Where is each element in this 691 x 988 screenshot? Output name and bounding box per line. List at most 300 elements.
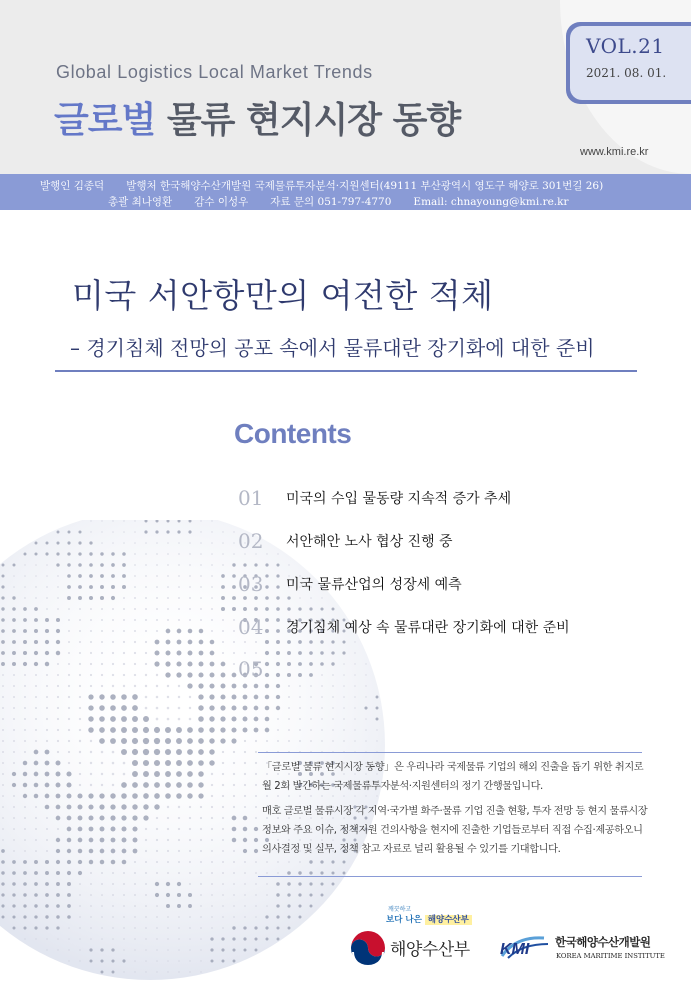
globe-sea-dot [167, 575, 169, 577]
globe-sea-dot [145, 916, 147, 918]
globe-land-dot [154, 738, 160, 744]
kmi-abbr: KMI [500, 941, 530, 958]
globe-land-dot [100, 860, 105, 865]
globe-land-dot [12, 904, 15, 907]
globe-sea-dot [156, 597, 158, 599]
globe-sea-dot [266, 861, 268, 863]
globe-sea-dot [145, 652, 147, 654]
globe-sea-dot [123, 872, 125, 874]
globe-sea-dot [90, 938, 92, 940]
globe-land-dot [198, 760, 204, 766]
korean-title [54, 92, 460, 143]
globe-sea-dot [167, 861, 169, 863]
globe-land-dot [1, 629, 5, 633]
globe-land-dot [45, 662, 49, 666]
globe-sea-dot [255, 784, 257, 786]
globe-land-dot [23, 607, 27, 611]
globe-sea-dot [354, 707, 356, 709]
globe-land-dot [111, 574, 115, 578]
globe-sea-dot [90, 630, 92, 632]
globe-land-dot [154, 793, 160, 799]
globe-sea-dot [222, 883, 224, 885]
globe-land-dot [34, 871, 38, 875]
globe-sea-dot [35, 938, 36, 939]
globe-sea-dot [79, 685, 81, 687]
globe-land-dot [122, 849, 127, 854]
globe-land-dot [78, 552, 81, 555]
globe-sea-dot [365, 674, 366, 675]
globe-land-dot [254, 695, 259, 700]
globe-sea-dot [167, 597, 169, 599]
globe-sea-dot [189, 960, 190, 961]
globe-land-dot [100, 827, 105, 832]
globe-sea-dot [233, 542, 234, 543]
globe-sea-dot [222, 905, 224, 907]
website-link[interactable]: www.kmi.re.kr [580, 146, 649, 158]
globe-sea-dot [134, 575, 136, 577]
globe-sea-dot [244, 861, 246, 863]
globe-sea-dot [310, 729, 312, 731]
globe-sea-dot [145, 949, 147, 951]
globe-sea-dot [200, 520, 201, 521]
globe-sea-dot [167, 685, 169, 687]
toc-item-3[interactable] [238, 572, 462, 596]
globe-land-dot [133, 849, 138, 854]
globe-sea-dot [24, 817, 26, 819]
globe-sea-dot [354, 729, 356, 731]
globe-sea-dot [24, 806, 26, 808]
globe-land-dot [23, 772, 27, 776]
globe-sea-dot [178, 542, 180, 544]
globe-land-dot [187, 672, 192, 677]
globe-sea-dot [35, 597, 37, 599]
globe-land-dot [56, 805, 61, 810]
globe-land-dot [310, 905, 313, 908]
globe-sea-dot [134, 949, 136, 951]
globe-sea-dot [200, 861, 202, 863]
globe-land-dot [45, 629, 49, 633]
globe-sea-dot [255, 817, 257, 819]
globe-land-dot [67, 915, 71, 919]
globe-land-dot [298, 607, 301, 610]
globe-sea-dot [13, 674, 15, 676]
korean-title-part1: 글로벌 [54, 100, 156, 141]
globe-sea-dot [90, 641, 92, 643]
globe-land-dot [221, 607, 225, 611]
globe-land-dot [265, 937, 268, 940]
globe-land-dot [231, 716, 236, 721]
globe-sea-dot [46, 597, 48, 599]
globe-sea-dot [134, 608, 136, 610]
globe-sea-dot [90, 652, 92, 654]
globe-sea-dot [2, 839, 4, 841]
globe-land-dot [89, 827, 94, 832]
globe-land-dot [99, 727, 105, 733]
globe-sea-dot [244, 553, 246, 555]
globe-sea-dot [145, 905, 147, 907]
globe-sea-dot [134, 938, 136, 940]
globe-sea-dot [112, 894, 114, 896]
globe-land-dot [45, 618, 49, 622]
globe-land-dot [276, 706, 280, 710]
globe-land-dot [122, 860, 127, 865]
globe-land-dot [34, 926, 37, 929]
globe-sea-dot [46, 938, 47, 939]
globe-sea-dot [79, 696, 81, 698]
globe-sea-dot [167, 707, 170, 710]
globe-land-dot [112, 971, 115, 974]
globe-land-dot [34, 794, 39, 799]
globe-land-dot [320, 662, 324, 666]
globe-sea-dot [343, 696, 345, 698]
globe-land-dot [231, 727, 236, 732]
globe-land-dot [110, 804, 115, 809]
globe-land-dot [176, 672, 181, 677]
globe-land-dot [56, 882, 60, 886]
globe-sea-dot [277, 553, 278, 554]
globe-sea-dot [178, 608, 180, 610]
globe-sea-dot [2, 773, 4, 775]
globe-land-dot [221, 673, 226, 678]
globe-land-dot [88, 694, 93, 699]
globe-sea-dot [145, 553, 147, 555]
globe-land-dot [111, 585, 115, 589]
globe-land-dot [132, 727, 138, 733]
globe-sea-dot [101, 905, 103, 907]
globe-sea-dot [13, 729, 15, 731]
globe-sea-dot [101, 894, 103, 896]
contact-email[interactable]: Email: chnayoung@kmi.re.kr [413, 196, 569, 208]
globe-sea-dot [123, 894, 125, 896]
globe-sea-dot [35, 839, 37, 841]
globe-land-dot [232, 926, 235, 929]
globe-sea-dot [233, 762, 235, 764]
globe-sea-dot [211, 542, 213, 544]
globe-land-dot [67, 541, 70, 544]
globe-sea-dot [178, 872, 180, 874]
globe-sea-dot [156, 938, 158, 940]
globe-land-dot [243, 607, 247, 611]
globe-sea-dot [112, 641, 114, 643]
globe-sea-dot [123, 685, 125, 687]
globe-land-dot [132, 760, 138, 766]
globe-sea-dot [79, 927, 81, 929]
globe-land-dot [298, 882, 301, 885]
globe-land-dot [67, 838, 72, 843]
globe-land-dot [276, 904, 279, 907]
globe-land-dot [209, 727, 214, 732]
globe-land-dot [343, 872, 346, 875]
globe-land-dot [265, 563, 268, 566]
globe-sea-dot [277, 740, 279, 742]
globe-sea-dot [233, 784, 235, 786]
globe-sea-dot [13, 586, 15, 588]
globe-sea-dot [277, 861, 279, 863]
globe-sea-dot [178, 916, 180, 918]
globe-sea-dot [222, 619, 224, 621]
globe-sea-dot [332, 696, 334, 698]
globe-sea-dot [134, 597, 136, 599]
globe-land-dot [198, 727, 204, 733]
globe-sea-dot [13, 751, 15, 753]
globe-sea-dot [46, 740, 48, 742]
globe-land-dot [121, 793, 127, 799]
globe-land-dot [188, 651, 193, 656]
globe-land-dot [265, 706, 270, 711]
globe-land-dot [254, 684, 259, 689]
globe-sea-dot [79, 949, 81, 951]
globe-sea-dot [90, 905, 92, 907]
globe-land-dot [276, 684, 280, 688]
globe-land-dot [298, 651, 302, 655]
globe-sea-dot [343, 729, 345, 731]
globe-sea-dot [101, 916, 103, 918]
globe-land-dot [67, 552, 70, 555]
globe-land-dot [89, 563, 93, 567]
globe-land-dot [100, 849, 105, 854]
globe-sea-dot [200, 575, 202, 577]
globe-land-dot [254, 849, 258, 853]
globe-sea-dot [178, 828, 180, 830]
globe-sea-dot [222, 894, 224, 896]
globe-sea-dot [211, 531, 212, 532]
globe-land-dot [209, 705, 214, 710]
globe-sea-dot [46, 696, 48, 698]
editor: 총괄 최나영환 [108, 196, 173, 208]
globe-sea-dot [200, 960, 201, 961]
globe-sea-dot [211, 564, 213, 566]
globe-sea-dot [200, 817, 202, 819]
globe-sea-dot [244, 773, 246, 775]
globe-land-dot [155, 530, 158, 533]
globe-sea-dot [365, 663, 366, 664]
globe-sea-dot [134, 861, 136, 863]
globe-sea-dot [365, 685, 366, 686]
globe-sea-dot [211, 619, 213, 621]
globe-land-dot [23, 629, 27, 633]
globe-sea-dot [299, 696, 301, 698]
globe-sea-dot [79, 751, 81, 753]
globe-sea-dot [222, 773, 224, 775]
globe-sea-dot [145, 619, 147, 621]
globe-sea-dot [79, 784, 81, 786]
globe-sea-dot [90, 751, 92, 753]
globe-sea-dot [101, 520, 102, 521]
globe-sea-dot [376, 740, 377, 741]
globe-land-dot [188, 629, 193, 634]
globe-sea-dot [211, 817, 213, 819]
globe-sea-dot [13, 828, 15, 830]
globe-sea-dot [178, 927, 180, 929]
globe-land-dot [232, 816, 237, 821]
globe-land-dot [155, 893, 159, 897]
globe-sea-dot [79, 905, 81, 907]
description-bottom-rule [258, 876, 642, 877]
globe-sea-dot [156, 872, 158, 874]
globe-land-dot [78, 871, 82, 875]
globe-land-dot [56, 816, 61, 821]
globe-sea-dot [332, 707, 334, 709]
globe-sea-dot [222, 817, 224, 819]
globe-sea-dot [35, 707, 37, 709]
globe-land-dot [56, 794, 61, 799]
globe-sea-dot [354, 641, 355, 642]
globe-sea-dot [112, 619, 114, 621]
globe-sea-dot [156, 553, 158, 555]
toc-item-1[interactable] [238, 486, 511, 510]
globe-sea-dot [79, 883, 81, 885]
globe-land-dot [110, 826, 115, 831]
globe-sea-dot [145, 938, 147, 940]
globe-sea-dot [112, 916, 114, 918]
globe-sea-dot [189, 817, 191, 819]
globe-sea-dot [189, 564, 191, 566]
globe-land-dot [342, 640, 345, 643]
globe-sea-dot [310, 597, 312, 599]
globe-sea-dot [167, 542, 169, 544]
globe-land-dot [56, 915, 59, 918]
globe-land-dot [198, 672, 203, 677]
globe-sea-dot [365, 740, 367, 742]
globe-sea-dot [145, 630, 147, 632]
globe-sea-dot [90, 773, 92, 775]
globe-sea-dot [343, 674, 345, 676]
globe-sea-dot [222, 553, 224, 555]
globe-sea-dot [354, 740, 356, 742]
globe-sea-dot [112, 762, 115, 765]
globe-sea-dot [112, 542, 114, 544]
globe-land-dot [143, 727, 149, 733]
globe-sea-dot [255, 861, 257, 863]
toc-item-2[interactable] [238, 529, 453, 553]
globe-sea-dot [189, 553, 191, 555]
globe-sea-dot [189, 718, 192, 721]
globe-sea-dot [134, 905, 136, 907]
globe-sea-dot [211, 839, 213, 841]
globe-land-dot [100, 574, 104, 578]
globe-sea-dot [156, 608, 158, 610]
globe-land-dot [177, 904, 181, 908]
description-paragraph-1: 「글로벌 물류 현지시장 동향」은 우리나라 국제물류 기업의 해외 진출을 돕기 위한 취지로 월 2회 발간하는 국제물류투자분석·지원센터의 정기 간행물입니다. [262, 762, 644, 792]
globe-land-dot [165, 749, 171, 755]
globe-land-dot [56, 640, 60, 644]
globe-sea-dot [57, 949, 58, 950]
globe-sea-dot [200, 564, 202, 566]
globe-sea-dot [200, 938, 202, 940]
globe-sea-dot [244, 916, 246, 918]
globe-sea-dot [200, 542, 202, 544]
globe-sea-dot [321, 696, 323, 698]
ministry-name: 해양수산부 [390, 940, 470, 960]
globe-land-dot [67, 574, 71, 578]
globe-sea-dot [189, 806, 191, 808]
globe-sea-dot [200, 927, 202, 929]
globe-land-dot [100, 838, 105, 843]
globe-sea-dot [189, 586, 191, 588]
globe-sea-dot [189, 971, 190, 972]
globe-land-dot [111, 838, 116, 843]
globe-sea-dot [134, 971, 135, 972]
contact-phone: 자료 문의 051-797-4770 [270, 196, 392, 208]
globe-sea-dot [57, 828, 59, 830]
globe-land-dot [198, 694, 203, 699]
globe-land-dot [220, 694, 225, 699]
globe-land-dot [78, 585, 82, 589]
globe-land-dot [276, 695, 280, 699]
globe-land-dot [232, 695, 237, 700]
globe-land-dot [100, 948, 103, 951]
globe-sea-dot [189, 542, 191, 544]
globe-land-dot [209, 749, 214, 754]
globe-sea-dot [211, 861, 213, 863]
globe-land-dot [154, 727, 160, 733]
globe-sea-dot [68, 685, 70, 687]
globe-land-dot [243, 563, 246, 566]
globe-land-dot [143, 804, 148, 809]
globe-sea-dot [123, 663, 125, 665]
globe-land-dot [12, 772, 16, 776]
globe-sea-dot [211, 927, 213, 929]
globe-sea-dot [255, 773, 257, 775]
globe-land-dot [287, 662, 291, 666]
globe-sea-dot [189, 707, 191, 709]
globe-land-dot [1, 640, 5, 644]
globe-land-dot [276, 893, 279, 896]
globe-sea-dot [354, 685, 356, 687]
globe-land-dot [331, 662, 334, 665]
globe-land-dot [110, 793, 115, 798]
globe-sea-dot [134, 564, 136, 566]
globe-land-dot [122, 959, 125, 962]
globe-sea-dot [189, 883, 191, 885]
globe-land-dot [232, 673, 237, 678]
globe-land-dot [176, 738, 182, 744]
globe-sea-dot [134, 531, 136, 533]
globe-land-dot [45, 926, 48, 929]
globe-land-dot [243, 849, 247, 853]
globe-sea-dot [24, 685, 26, 687]
globe-sea-dot [332, 674, 334, 676]
toc-item-4[interactable] [238, 615, 570, 639]
globe-sea-dot [134, 553, 136, 555]
globe-sea-dot [79, 916, 81, 918]
globe-sea-dot [13, 850, 15, 852]
toc-number: 05 [238, 657, 264, 681]
globe-land-dot [88, 705, 93, 710]
globe-sea-dot [233, 861, 235, 863]
globe-land-dot [99, 804, 104, 809]
globe-land-dot [56, 926, 59, 929]
globe-land-dot [143, 771, 149, 777]
globe-sea-dot [156, 564, 158, 566]
globe-land-dot [232, 948, 235, 951]
globe-sea-dot [112, 663, 114, 665]
globe-land-dot [143, 815, 148, 820]
globe-sea-dot [123, 531, 125, 533]
globe-sea-dot [156, 575, 158, 577]
globe-land-dot [276, 915, 279, 918]
globe-land-dot [243, 816, 248, 821]
globe-sea-dot [343, 718, 345, 720]
globe-sea-dot [68, 630, 70, 632]
globe-land-dot [89, 552, 92, 555]
globe-land-dot [111, 860, 116, 865]
globe-sea-dot [156, 542, 158, 544]
globe-sea-dot [112, 938, 114, 940]
globe-land-dot [287, 915, 290, 918]
globe-sea-dot [68, 740, 70, 742]
globe-land-dot [56, 783, 61, 788]
